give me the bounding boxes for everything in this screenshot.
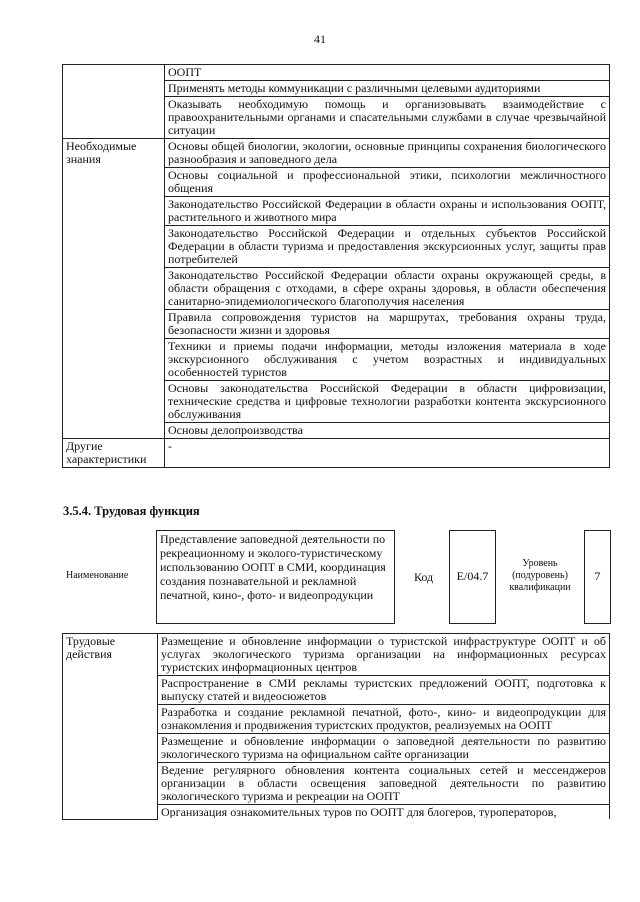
name-label: Наименование — [66, 570, 129, 581]
table-row — [63, 439, 610, 468]
labor-actions-table — [62, 633, 610, 820]
level-label: Уровень (подуровень) квалификации — [509, 558, 571, 593]
table-cell: Законодательство Российской Федерации и отдельных субъектов Российской Федерации в области туризма и предоставления экскурсионных услуг, защиты прав потребителей — [165, 226, 610, 268]
table-cell: Основы общей биологии, экологии, основные принципы сохранения биологического разнообразия и заповедного дела — [165, 139, 610, 168]
table-row — [63, 65, 610, 81]
table-cell: ООПТ — [165, 65, 610, 81]
code-label: Код — [414, 570, 434, 584]
skills-knowledge-table — [62, 64, 610, 468]
table-cell: Основы социальной и профессиональной этики, психологии межличностного общения — [165, 168, 610, 197]
table-row-label: Другие характеристики — [63, 439, 165, 468]
table-cell: Оказывать необходимую помощь и организовывать взаимодействие с правоохранительными органами и спасательными службами в случае чрезвычайной ситуации — [165, 97, 610, 139]
table-cell: Законодательство Российской Федерации области охраны окружающей среды, в области обращения с отходами, в сфере охраны здоровья, в области обеспечения санитарно-эпидемиологического благополучия населения — [165, 268, 610, 310]
name-box — [156, 530, 395, 624]
section-heading: 3.5.4. Трудовая функция — [63, 504, 200, 518]
table-cell: Размещение и обновление информации о туристской инфраструктуре ООПТ и об услугах экологического туризма организации на информационных ресурсах туристских информационных центров — [158, 634, 610, 676]
code-box — [449, 530, 496, 624]
table-row-label — [63, 65, 165, 139]
table-cell: - — [165, 439, 610, 468]
page-number: 41 — [314, 32, 326, 46]
table-cell: Ведение регулярного обновления контента социальных сетей и мессенджеров организации в области освещения заповедной деятельности по развитию экологического туризма и рекреации на ООПТ — [158, 763, 610, 805]
table-row — [63, 634, 610, 676]
table-cell: Размещение и обновление информации о заповедной деятельности по развитию экологического туризма на официальном сайте организации — [158, 734, 610, 763]
level-value: 7 — [594, 569, 601, 583]
table-cell — [158, 805, 610, 820]
table-cell: Применять методы коммуникации с различными целевыми аудиториями — [165, 81, 610, 97]
table-cell: Основы законодательства Российской Федерации в области цифровизации, технические средства и цифровые технологии разработки контента экскурсионного обслуживания — [165, 381, 610, 423]
table-cell: Распространение в СМИ рекламы туристских предложений ООПТ, подготовка к выпуску статей и видеосюжетов — [158, 676, 610, 705]
table-cell: Основы делопроизводства — [165, 423, 610, 439]
table-row-label: Необходимые знания — [63, 139, 165, 439]
table-row — [63, 139, 610, 168]
table-cell-text: Организация ознакомительных туров по ООПТ для блогеров, туроператоров, — [161, 806, 557, 818]
table-cell: Законодательство Российской Федерации в области охраны и использования ООПТ, растительного и животного мира — [165, 197, 610, 226]
table-row-label: Трудовые действия — [63, 634, 158, 820]
level-box — [584, 530, 611, 624]
table-cell: Техники и приемы подачи информации, методы изложения материала в ходе экскурсионного обслуживания с учетом возрастных и индивидуальных особенностей туристов — [165, 339, 610, 381]
name-value: Представление заповедной деятельности по рекреационному и эколого-туристическому использованию ООПТ в СМИ, координация создания познавательной и рекламной печатной, кино-, фото- и видеопродукции — [160, 532, 386, 602]
table-cell: Правила сопровождения туристов на маршрутах, требования охраны труда, безопасности жизни и здоровья — [165, 310, 610, 339]
table-cell: Разработка и создание рекламной печатной, фото-, кино- и видеопродукции для ознакомления и продвижения туристских продуктов, реализуемых на ООПТ — [158, 705, 610, 734]
code-value: E/04.7 — [456, 569, 489, 583]
